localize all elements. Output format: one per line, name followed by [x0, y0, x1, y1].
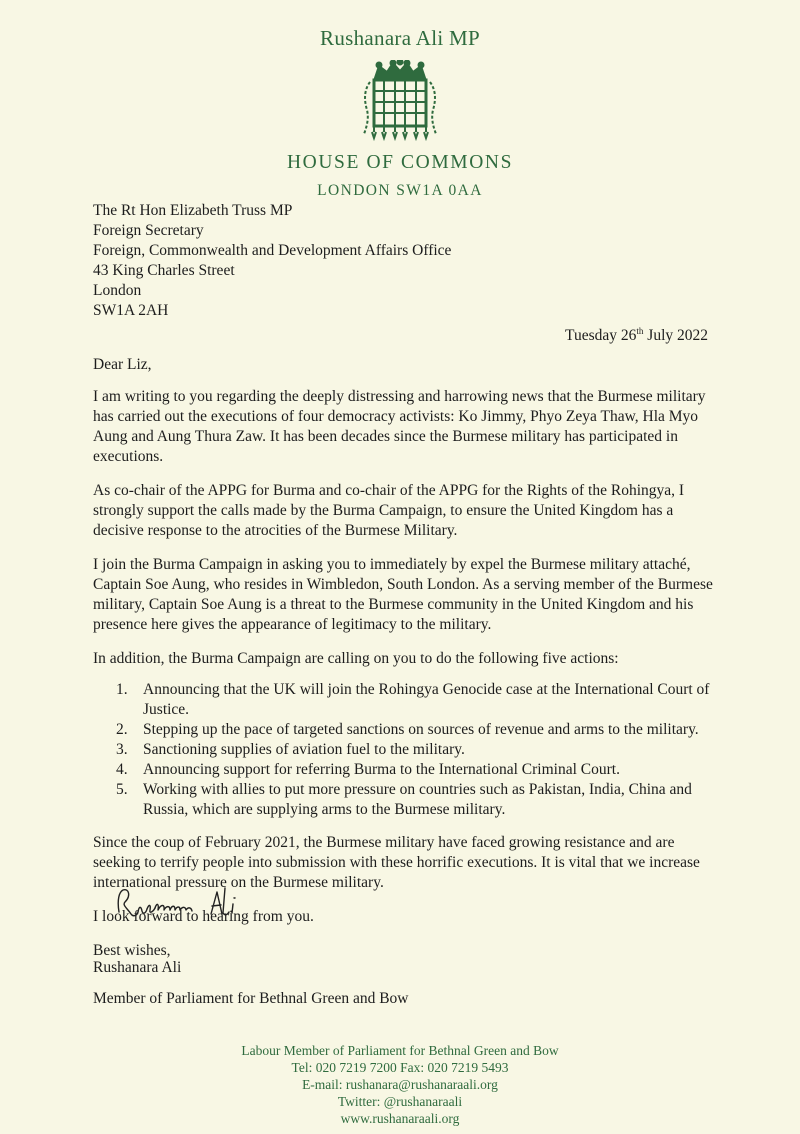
- body-paragraph: As co-chair of the APPG for Burma and co-chair of the APPG for the Rights of the Rohingya, I strongly support the calls made by the Burma Campaign, to ensure the United Kingdom has a decisive response to the atrocities of the Burmese Military.: [93, 482, 685, 539]
- salutation: Dear Liz,: [93, 356, 152, 373]
- recipient-line: Foreign, Commonwealth and Development Affairs Office: [93, 242, 452, 259]
- handwritten-signature: [113, 882, 243, 928]
- signatory-title: Member of Parliament for Bethnal Green and Bow: [93, 990, 409, 1007]
- body-paragraph: Since the coup of February 2021, the Burmese military have faced growing resistance and are seeking to terrify people into submission with these horrific executions. It is vital that we increase international pressure on the Burmese military.: [93, 834, 700, 891]
- action-item: [93, 720, 715, 740]
- date-month-year: July 2022: [643, 327, 708, 344]
- recipient-line: The Rt Hon Elizabeth Truss MP: [93, 202, 293, 219]
- action-number: 5.: [116, 781, 128, 798]
- letter-date: [565, 326, 708, 345]
- signoff: [93, 958, 409, 1020]
- footer-email: E-mail: rushanara@rushanaraali.org: [302, 1077, 498, 1092]
- body-paragraph: I look forward to hearing from you.: [93, 908, 314, 925]
- footer-phone: Tel: 020 7219 7200 Fax: 020 7219 5493: [291, 1060, 509, 1075]
- house-address: LONDON SW1A 0AA: [317, 182, 483, 199]
- date-day: Tuesday 26: [565, 327, 637, 344]
- body-paragraph: In addition, the Burma Campaign are calling on you to do the following five actions:: [93, 650, 619, 667]
- letter-footer: [0, 1042, 800, 1127]
- action-item: [93, 740, 715, 760]
- body-paragraph: I join the Burma Campaign in asking you to immediately by expel the Burmese military attaché, Captain Soe Aung, who resides in Wimbledon, South London. As a serving member of the Burmese military, Captain Soe Aung is a threat to the Burmese community in the United Kingdom and his presence here gives the appearance of legitimacy to the military.: [93, 556, 713, 633]
- recipient-address: [93, 201, 451, 321]
- action-text: Announcing that the UK will join the Rohingya Genocide case at the International Court of Justice.: [143, 681, 710, 718]
- letterhead-name: Rushanara Ali MP: [320, 26, 480, 50]
- action-item: [93, 680, 715, 720]
- action-number: 4.: [116, 761, 128, 778]
- action-number: 2.: [116, 721, 128, 738]
- action-item: [93, 760, 715, 780]
- footer-line: Labour Member of Parliament for Bethnal Green and Bow: [241, 1043, 559, 1058]
- footer-website: www.rushanaraali.org: [340, 1111, 460, 1126]
- recipient-line: 43 King Charles Street: [93, 262, 235, 279]
- body-paragraph: I am writing to you regarding the deeply distressing and harrowing news that the Burmese military has carried out the executions of four democracy activists: Ko Jimmy, Phyo Zeya Thaw, Hla Myo Aung and Aung Thura Zaw. It has been decades since the Burmese military has participated in executions.: [93, 388, 706, 465]
- house-of-commons-title: HOUSE OF COMMONS: [286, 152, 514, 173]
- signatory-name: Rushanara Ali: [93, 959, 182, 976]
- action-item: [93, 780, 715, 820]
- action-text: Sanctioning supplies of aviation fuel to the military.: [143, 741, 465, 758]
- valediction: Best wishes,: [93, 942, 171, 959]
- actions-list: [93, 680, 715, 820]
- action-text: Stepping up the pace of targeted sanctions on sources of revenue and arms to the military.: [143, 721, 699, 738]
- recipient-line: Foreign Secretary: [93, 222, 204, 239]
- action-text: Announcing support for referring Burma to the International Criminal Court.: [143, 761, 620, 778]
- recipient-line: London: [93, 282, 142, 299]
- recipient-line: SW1A 2AH: [93, 302, 169, 319]
- action-number: 1.: [116, 681, 128, 698]
- action-number: 3.: [116, 741, 128, 758]
- footer-twitter: Twitter: @rushanaraali: [337, 1094, 463, 1109]
- action-text: Working with allies to put more pressure on countries such as Pakistan, India, China and Russia, which are supplying arms to the Burmese military.: [143, 781, 692, 818]
- date-ordinal: th: [636, 326, 644, 336]
- portcullis-icon: [361, 60, 439, 142]
